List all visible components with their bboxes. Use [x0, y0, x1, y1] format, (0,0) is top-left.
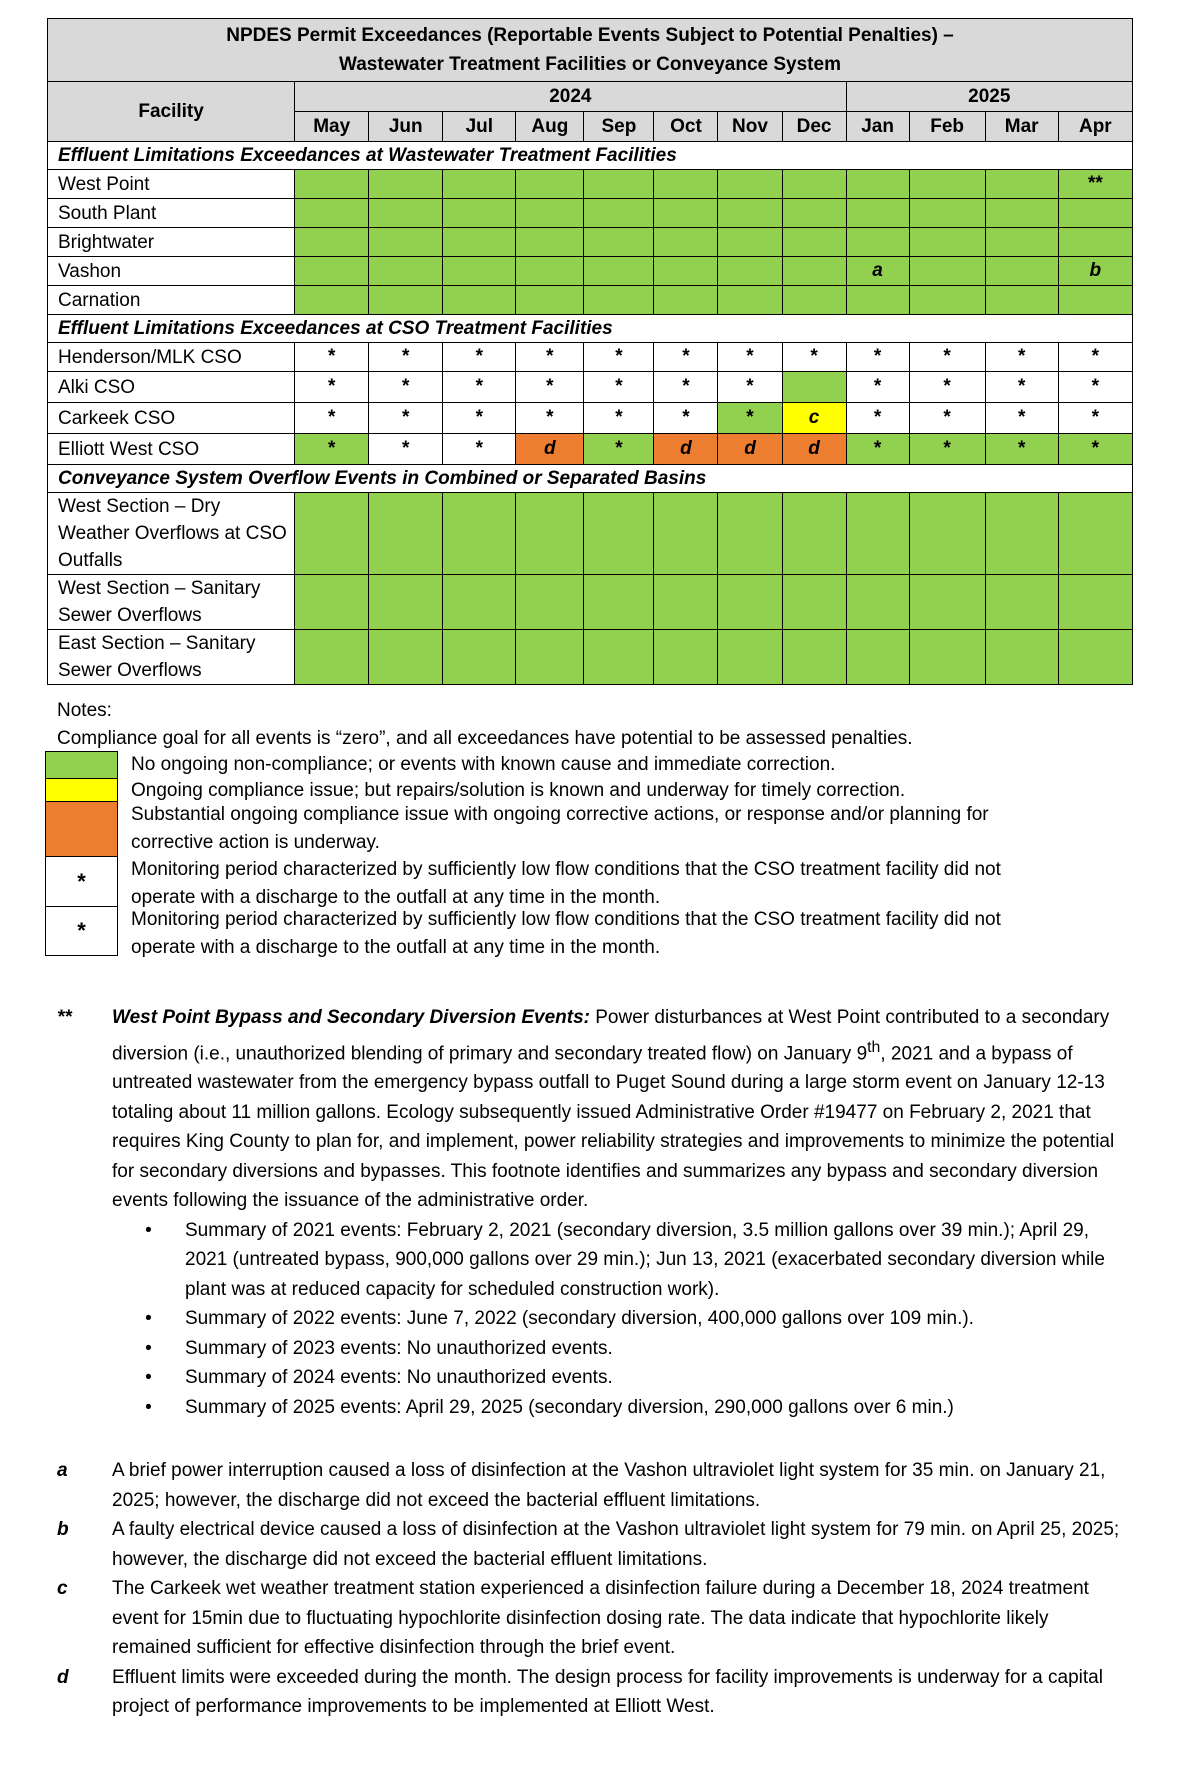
legend-text: No ongoing non-compliance; or events with known cause and immediate correction. [131, 754, 836, 775]
status-cell [516, 286, 584, 315]
status-cell [443, 286, 516, 315]
bullet-icon: • [145, 1337, 152, 1359]
table-row [48, 434, 1133, 465]
status-cell [985, 286, 1058, 315]
status-cell [516, 228, 584, 257]
status-cell: * [718, 403, 782, 434]
status-cell [782, 199, 846, 228]
notes [57, 697, 913, 753]
status-cell [846, 199, 909, 228]
month-header: Oct [654, 112, 718, 142]
status-cell: * [369, 403, 443, 434]
status-cell: * [654, 403, 718, 434]
status-cell [718, 286, 782, 315]
footnote-key: c [57, 1578, 68, 1599]
footnote-key: a [57, 1460, 68, 1481]
footnote-text: A faulty electrical device caused a loss of disinfection at the Vashon ultraviolet light system for 79 min. on April 25, 2025; however, the discharge did not exceed the bacterial effluent limitations. [112, 1519, 1120, 1570]
status-cell [909, 199, 985, 228]
status-cell: * [718, 372, 782, 403]
status-cell [369, 493, 443, 575]
table-row [48, 286, 1133, 315]
status-cell [846, 228, 909, 257]
status-cell [1058, 493, 1132, 575]
status-cell: * [516, 403, 584, 434]
status-cell [516, 575, 584, 630]
status-cell [718, 257, 782, 286]
status-cell [443, 630, 516, 685]
status-cell: * [516, 343, 584, 372]
footnote-key: ** [57, 1007, 72, 1028]
facility-name: Elliott West CSO [48, 434, 295, 465]
legend-item [45, 857, 1011, 908]
status-cell: * [1058, 343, 1132, 372]
month-header: May [295, 112, 369, 142]
legend-swatch: * [45, 856, 118, 908]
status-cell: * [909, 434, 985, 465]
bullet-icon: • [145, 1367, 152, 1389]
legend-item [45, 779, 1011, 803]
status-cell [909, 493, 985, 575]
status-cell [718, 199, 782, 228]
status-cell [584, 575, 654, 630]
status-cell [295, 228, 369, 257]
footnote-a [57, 1456, 1127, 1515]
notes-goal: Compliance goal for all events is “zero”, and all exceedances have potential to be assessed penalties. [57, 728, 913, 749]
month-header: Mar [985, 112, 1058, 142]
status-cell: ** [1058, 170, 1132, 199]
status-cell [782, 630, 846, 685]
status-cell [369, 199, 443, 228]
exceedance-table [47, 18, 1133, 685]
status-cell: * [846, 343, 909, 372]
month-header: Sep [584, 112, 654, 142]
list-item: • Summary of 2025 events: April 29, 2025 (secondary diversion, 290,000 gallons over 6 min.) [112, 1393, 1127, 1423]
status-cell [909, 228, 985, 257]
status-cell [295, 257, 369, 286]
status-cell [782, 286, 846, 315]
table-row [48, 257, 1133, 286]
status-cell: * [846, 434, 909, 465]
facility-name: Alki CSO [48, 372, 295, 403]
status-cell: * [443, 343, 516, 372]
status-cell [654, 257, 718, 286]
status-cell [369, 286, 443, 315]
status-cell: * [985, 372, 1058, 403]
status-cell [718, 575, 782, 630]
status-cell [782, 228, 846, 257]
legend-item [45, 908, 1011, 957]
status-cell [782, 170, 846, 199]
list-item: • Summary of 2021 events: February 2, 2021 (secondary diversion, 3.5 million gallons over 39 min.); April 29, 2021 (untreated bypass, 900,000 gallons over 29 min.); Jun 13, 2021 (exacerbated secondary diversion while plant was at reduced capacity for scheduled construction work). [112, 1216, 1127, 1305]
status-cell [295, 630, 369, 685]
status-cell [846, 286, 909, 315]
status-cell: * [1058, 434, 1132, 465]
status-cell: * [1058, 403, 1132, 434]
status-cell: * [985, 343, 1058, 372]
status-cell [846, 170, 909, 199]
month-header: Nov [718, 112, 782, 142]
status-cell [654, 170, 718, 199]
status-cell [846, 575, 909, 630]
month-header: Jun [369, 112, 443, 142]
status-cell [584, 493, 654, 575]
status-cell [654, 228, 718, 257]
month-header: Apr [1058, 112, 1132, 142]
legend-text: Ongoing compliance issue; but repairs/solution is known and underway for timely correction. [131, 779, 906, 801]
status-cell: * [1058, 372, 1132, 403]
footnote-key: b [57, 1519, 69, 1540]
month-header: Aug [516, 112, 584, 142]
status-cell: b [1058, 257, 1132, 286]
facility-name: Vashon [48, 257, 295, 286]
footnote-b [57, 1515, 1127, 1574]
facility-name: West Section – Sanitary Sewer Overflows [48, 575, 295, 630]
status-cell: * [654, 372, 718, 403]
status-cell: * [443, 403, 516, 434]
status-cell [443, 493, 516, 575]
table-row [48, 372, 1133, 403]
table-row [48, 575, 1133, 630]
facility-name: Carkeek CSO [48, 403, 295, 434]
status-cell [909, 286, 985, 315]
status-cell [985, 493, 1058, 575]
status-cell [985, 257, 1058, 286]
status-cell: d [782, 434, 846, 465]
status-cell [443, 575, 516, 630]
status-cell: * [909, 403, 985, 434]
status-cell [295, 170, 369, 199]
status-cell [654, 199, 718, 228]
status-cell: * [369, 372, 443, 403]
status-cell [369, 170, 443, 199]
status-cell: d [516, 434, 584, 465]
status-cell [654, 575, 718, 630]
status-cell [782, 575, 846, 630]
status-cell: * [718, 343, 782, 372]
status-cell [718, 493, 782, 575]
status-cell [654, 493, 718, 575]
status-cell [443, 257, 516, 286]
status-cell [782, 493, 846, 575]
status-cell [1058, 630, 1132, 685]
status-cell [584, 257, 654, 286]
section-header: Effluent Limitations Exceedances at CSO Treatment Facilities [48, 315, 1133, 343]
status-cell [985, 630, 1058, 685]
status-cell [516, 630, 584, 685]
status-cell [369, 257, 443, 286]
status-cell: * [443, 434, 516, 465]
status-cell: * [584, 434, 654, 465]
legend-swatch: * [45, 906, 118, 956]
status-cell [985, 228, 1058, 257]
status-cell: * [295, 403, 369, 434]
status-cell: c [782, 403, 846, 434]
status-cell: * [584, 372, 654, 403]
status-cell [909, 170, 985, 199]
month-header: Jul [443, 112, 516, 142]
table-row [48, 343, 1133, 372]
status-cell [443, 199, 516, 228]
status-cell [846, 493, 909, 575]
footnote-lead: West Point Bypass and Secondary Diversion Events: [112, 1007, 590, 1028]
section-header: Effluent Limitations Exceedances at Wastewater Treatment Facilities [48, 142, 1133, 170]
status-cell [584, 630, 654, 685]
notes-heading: Notes: [57, 700, 112, 721]
year-2025-header: 2025 [846, 82, 1132, 112]
legend-item [45, 751, 1011, 779]
bullet-icon: • [145, 1396, 152, 1418]
status-cell [909, 630, 985, 685]
status-cell: * [295, 343, 369, 372]
table-title: NPDES Permit Exceedances (Reportable Events Subject to Potential Penalties) – Wastewater Treatment Facilities or Conveyance System [48, 19, 1133, 82]
legend [45, 751, 1011, 956]
status-cell: * [985, 403, 1058, 434]
table-row [48, 493, 1133, 575]
status-cell [295, 575, 369, 630]
status-cell [584, 228, 654, 257]
status-cell [1058, 199, 1132, 228]
month-header: Jan [846, 112, 909, 142]
legend-swatch [45, 751, 118, 779]
facility-name: Henderson/MLK CSO [48, 343, 295, 372]
table-row [48, 199, 1133, 228]
status-cell [516, 493, 584, 575]
status-cell: * [443, 372, 516, 403]
table-row [48, 170, 1133, 199]
table-row [48, 403, 1133, 434]
status-cell [718, 228, 782, 257]
status-cell [782, 257, 846, 286]
status-cell [443, 170, 516, 199]
status-cell [369, 228, 443, 257]
facility-header: Facility [48, 82, 295, 142]
facility-name: East Section – Sanitary Sewer Overflows [48, 630, 295, 685]
status-cell [584, 199, 654, 228]
facility-name: West Point [48, 170, 295, 199]
status-cell [985, 199, 1058, 228]
status-cell: * [295, 372, 369, 403]
footnote-text: The Carkeek wet weather treatment station experienced a disinfection failure during a December 18, 2024 treatment event for 15min due to fluctuating hypochlorite disinfection dosing rate. The data indicate that hypochlorite likely remained sufficient for effective disinfection through the brief event. [112, 1578, 1089, 1658]
status-cell [1058, 575, 1132, 630]
status-cell: * [909, 372, 985, 403]
status-cell [369, 575, 443, 630]
status-cell [295, 286, 369, 315]
legend-text: Substantial ongoing compliance issue with ongoing corrective actions, or response and/or planning for corrective action is underway. [131, 804, 989, 853]
list-item: • Summary of 2024 events: No unauthorized events. [112, 1363, 1127, 1393]
status-cell [584, 286, 654, 315]
facility-name: Brightwater [48, 228, 295, 257]
status-cell [718, 170, 782, 199]
status-cell: * [369, 343, 443, 372]
status-cell [584, 170, 654, 199]
status-cell: a [846, 257, 909, 286]
facility-name: South Plant [48, 199, 295, 228]
summary-list [112, 1216, 1127, 1423]
status-cell [295, 493, 369, 575]
status-cell: * [369, 434, 443, 465]
legend-text: Monitoring period characterized by sufficiently low flow conditions that the CSO treatment facility did not operate with a discharge to the outfall at any time in the month. [131, 858, 1001, 908]
status-cell [718, 630, 782, 685]
facility-name: West Section – Dry Weather Overflows at CSO Outfalls [48, 493, 295, 575]
status-cell [654, 286, 718, 315]
status-cell: * [846, 372, 909, 403]
list-item: • Summary of 2022 events: June 7, 2022 (secondary diversion, 400,000 gallons over 109 min.). [112, 1304, 1127, 1334]
legend-swatch [45, 801, 118, 857]
table-row [48, 228, 1133, 257]
legend-item [45, 803, 1011, 858]
status-cell [443, 228, 516, 257]
status-cell [909, 575, 985, 630]
status-cell [1058, 286, 1132, 315]
status-cell [654, 630, 718, 685]
list-item: • Summary of 2023 events: No unauthorized events. [112, 1334, 1127, 1364]
footnote-text: Effluent limits were exceeded during the month. The design process for facility improvements is underway for a capital project of performance improvements to be implemented at Elliott West. [112, 1666, 1103, 1717]
month-header: Dec [782, 112, 846, 142]
status-cell [985, 170, 1058, 199]
year-2024-header: 2024 [295, 82, 846, 112]
status-cell: * [909, 343, 985, 372]
letter-footnotes [57, 1456, 1127, 1722]
status-cell: d [718, 434, 782, 465]
status-cell [782, 372, 846, 403]
status-cell [369, 630, 443, 685]
status-cell [1058, 228, 1132, 257]
status-cell [985, 575, 1058, 630]
status-cell [516, 170, 584, 199]
footnote-c [57, 1574, 1127, 1663]
section-header: Conveyance System Overflow Events in Combined or Separated Basins [48, 465, 1133, 493]
month-header: Feb [909, 112, 985, 142]
status-cell [516, 199, 584, 228]
legend-text: Monitoring period characterized by sufficiently low flow conditions that the CSO treatment facility did not operate with a discharge to the outfall at any time in the month. [131, 909, 1001, 958]
status-cell: * [782, 343, 846, 372]
status-cell: * [846, 403, 909, 434]
bullet-icon: • [145, 1219, 152, 1241]
footnote-d [57, 1663, 1127, 1722]
status-cell: * [985, 434, 1058, 465]
footnote-west-point: ** West Point Bypass and Secondary Diversion Events: Power disturbances at West Point contributed to a secondary diversion (i.e., unauthorized blending of primary and secondary treated flow) on January 9th, 2021 and a bypass of untreated wastewater from the emergency bypass outfall to Puget Sound during a large storm event on January 12-13 totaling about 11 million gallons. Ecology subsequently issued Administrative Order #19477 on February 2, 2021 that requires King County to plan for, and implement, power reliability strategies and improvements to minimize the potential for secondary diversions and bypasses. This footnote identifies and summarizes any bypass and secondary diversion events following the issuance of the administrative order. • Summary of 2021 events: February 2, 2021 (secondary diversion, 3.5 million gallons over 39 min.); April 29, 2021 (untreated bypass, 900,000 gallons over 29 min.); Jun 13, 2021 (exacerbated secondary diversion while plant was at reduced capacity for scheduled construction work). • Summary of 2022 events: June 7, 2022 (secondary diversion, 400,000 gallons over 109 min.). • Summary of 2023 events: No unauthorized events. • Summary of 2024 events: No unauthorized events. • Summary of 2025 events: April 29, 2025 (secondary diversion, 290,000 gallons over 6 min.) [57, 1003, 1127, 1422]
bullet-icon: • [145, 1308, 152, 1330]
table-row [48, 630, 1133, 685]
status-cell [516, 257, 584, 286]
facility-name: Carnation [48, 286, 295, 315]
legend-swatch [45, 778, 118, 803]
status-cell: * [295, 434, 369, 465]
status-cell: * [654, 343, 718, 372]
status-cell [909, 257, 985, 286]
footnote-text: A brief power interruption caused a loss of disinfection at the Vashon ultraviolet light system for 35 min. on January 21, 2025; however, the discharge did not exceed the bacterial effluent limitations. [112, 1460, 1106, 1511]
status-cell [846, 630, 909, 685]
status-cell [295, 199, 369, 228]
status-cell: d [654, 434, 718, 465]
status-cell: * [516, 372, 584, 403]
status-cell: * [584, 343, 654, 372]
status-cell: * [584, 403, 654, 434]
footnote-key: d [57, 1666, 69, 1688]
